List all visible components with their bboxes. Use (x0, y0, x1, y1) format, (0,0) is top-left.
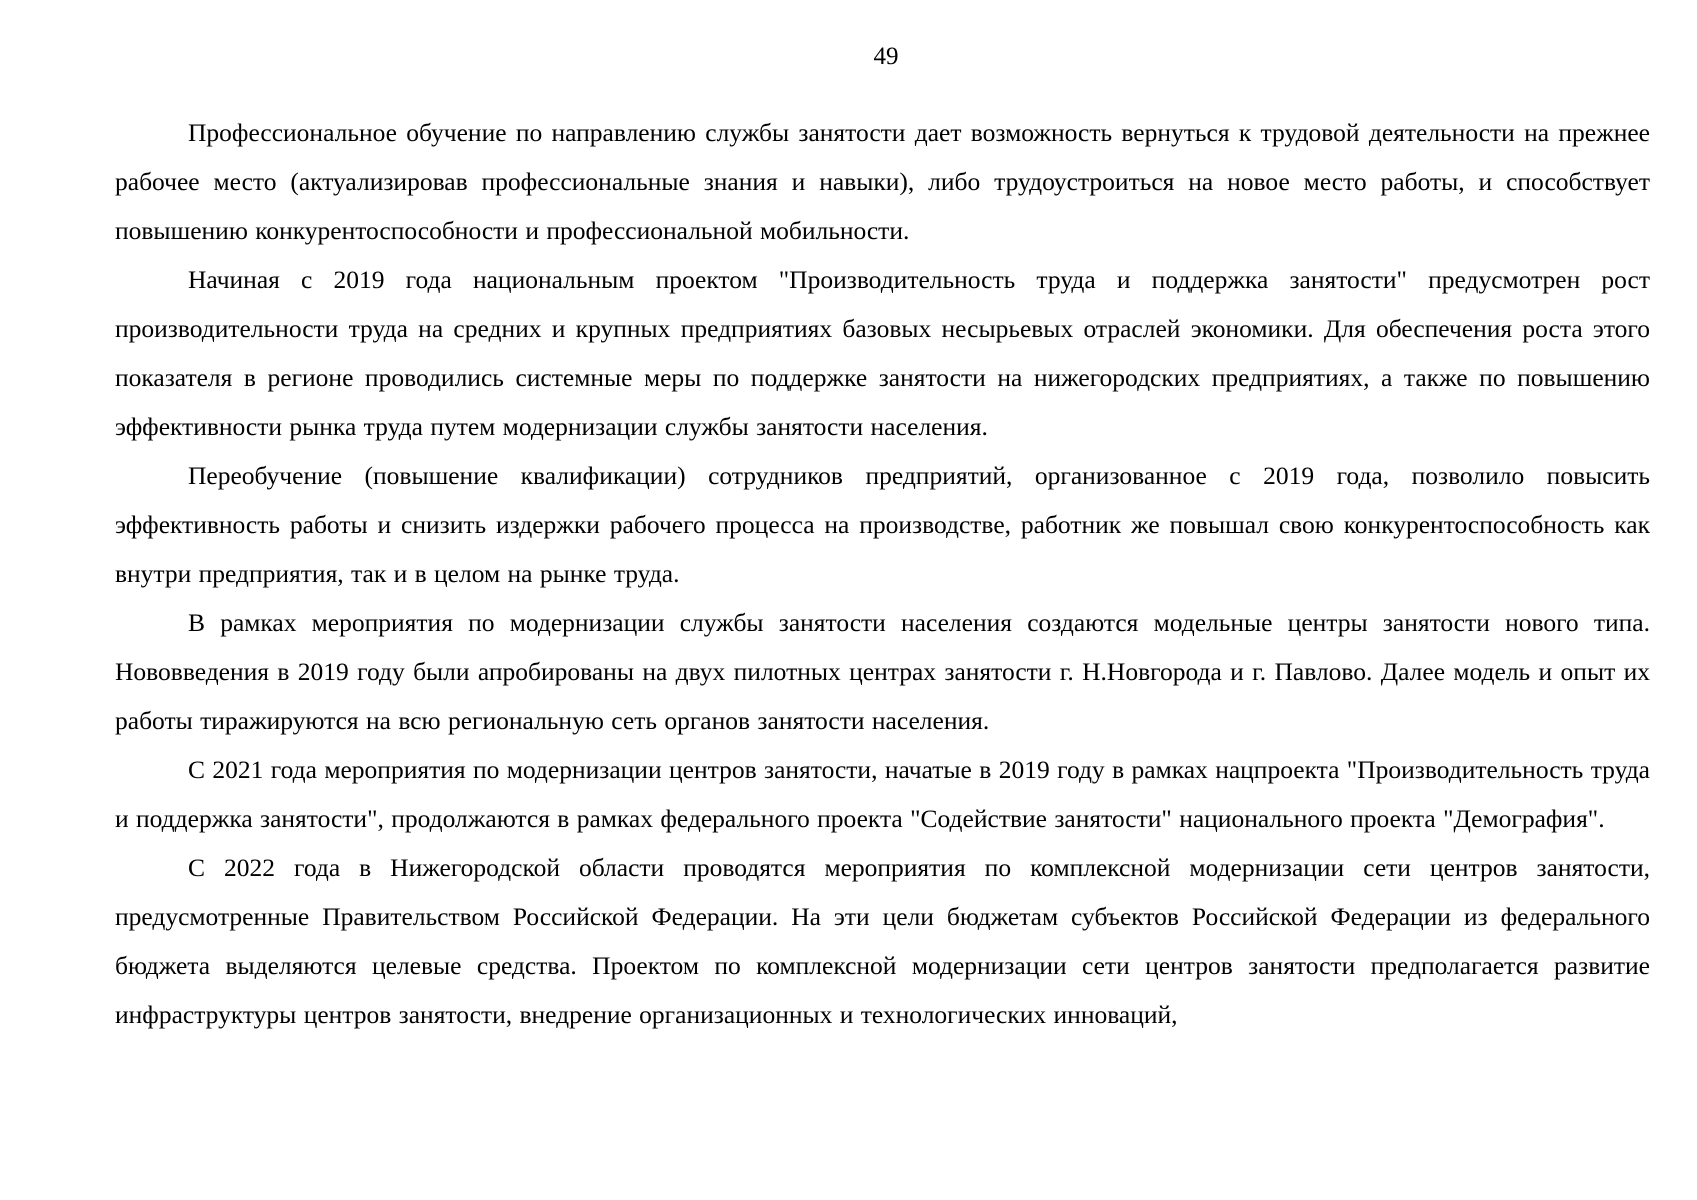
paragraph-vocational-training: Профессиональное обучение по направлению службы занятости дает возможность вернуться к трудовой деятельности на прежнее рабочее место (актуализировав профессиональные знания и навыки), либо трудоустроиться на новое место работы, и способствует повышению конкурентоспособности и профессиональной мобильности. (115, 118, 1650, 245)
paragraph-national-project: Начиная с 2019 года национальным проектом "Производительность труда и поддержка занятости" предусмотрен рост производительности труда на средних и крупных предприятиях базовых несырьевых отраслей экономики. Для обеспечения роста этого показателя в регионе проводились системные меры по поддержке занятости на нижегородских предприятиях, а также по повышению эффективности рынка труда путем модернизации службы занятости населения. (115, 265, 1650, 441)
paragraph-model-centers: В рамках мероприятия по модернизации службы занятости населения создаются модельные центры занятости нового типа. Нововведения в 2019 году были апробированы на двух пилотных центрах занятости г. Н.Новгорода и г. Павлово. Далее модель и опыт их работы тиражируются на всю региональную сеть органов занятости населения. (115, 608, 1650, 735)
paragraph-2022-modernization: С 2022 года в Нижегородской области проводятся мероприятия по комплексной модернизации сети центров занятости, предусмотренные Правительством Российской Федерации. На эти цели бюджетам субъектов Российской Федерации из федерального бюджета выделяются целевые средства. Проектом по комплексной модернизации сети центров занятости предполагается развитие инфраструктуры центров занятости, внедрение организационных и технологических инноваций, (115, 853, 1650, 1029)
paragraph-2021-modernization: С 2021 года мероприятия по модернизации центров занятости, начатые в 2019 году в рамках нацпроекта "Производительность труда и поддержка занятости", продолжаются в рамках федерального проекта "Содействие занятости" национального проекта "Демография". (115, 755, 1650, 833)
paragraph-retraining: Переобучение (повышение квалификации) сотрудников предприятий, организованное с 2019 года, позволило повысить эффективность работы и снизить издержки рабочего процесса на производстве, работник же повышал свою конкурентоспособность как внутри предприятия, так и в целом на рынке труда. (115, 461, 1650, 588)
page-number: 49 (873, 43, 899, 70)
body-text (115, 108, 1650, 1039)
